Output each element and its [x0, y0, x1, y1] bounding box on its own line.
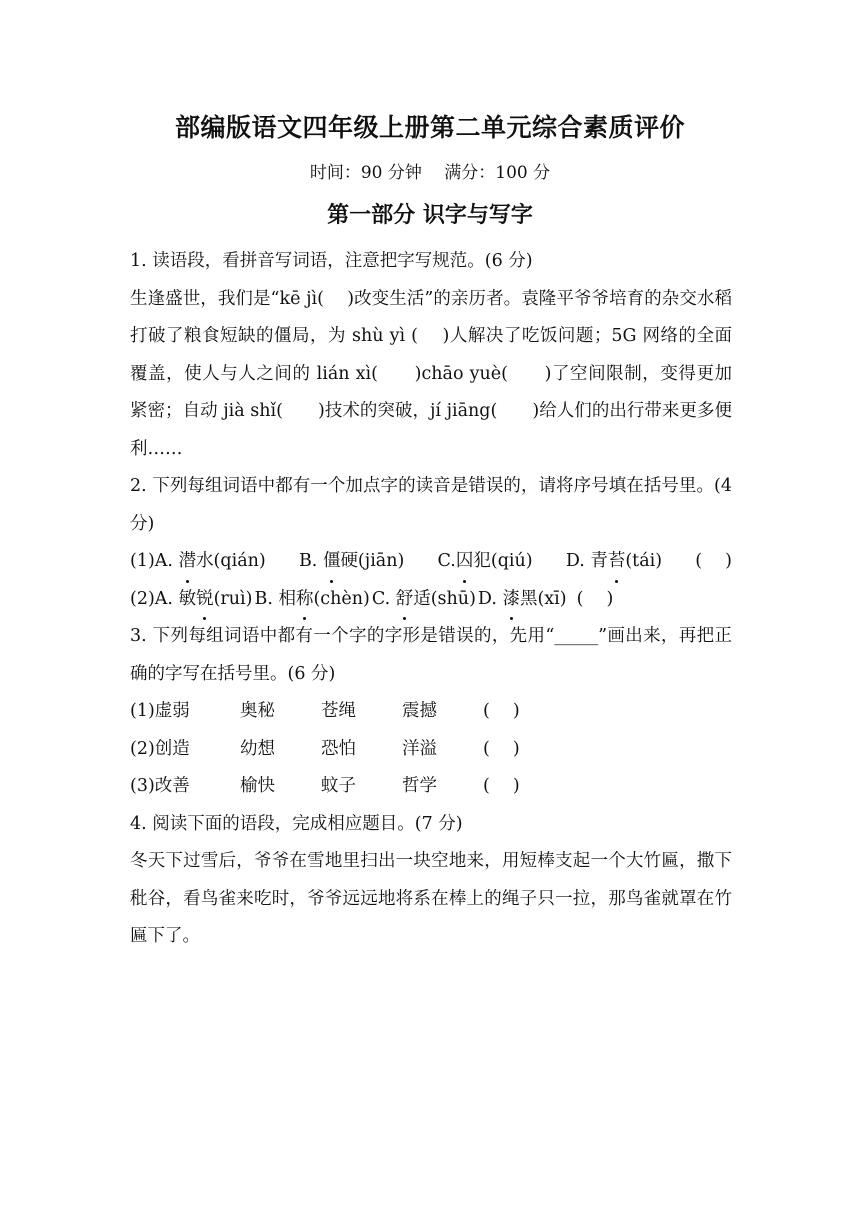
- option-c: C.囚犯(qiú): [438, 543, 533, 581]
- word-4: 哲学: [402, 776, 437, 796]
- dotted-char: 苔: [608, 543, 626, 581]
- word-4: 震撼: [402, 701, 437, 721]
- word-2: 奥秘: [240, 701, 275, 721]
- question-2-stem: 2. 下列每组词语中都有一个加点字的读音是错误的，请将序号填在括号里。(4 分): [130, 476, 732, 534]
- question-2-group-2: [130, 581, 732, 619]
- question-1-stem: 1. 读语段，看拼音写词语，注意把字写规范。(6 分): [130, 251, 533, 271]
- question-2-group-1: [130, 543, 732, 581]
- option-d: D. 青苔(tái): [566, 543, 662, 581]
- answer-blank: ( ): [483, 701, 520, 721]
- word-3: 恐怕: [321, 738, 356, 759]
- exam-time-score: 时间：90 分钟 满分：100 分: [309, 163, 551, 183]
- dotted-char: 舒: [396, 581, 414, 619]
- word-3: 蚊子: [321, 776, 356, 796]
- exam-title: 部编版语文四年级上册第二单元综合素质评价: [174, 113, 685, 142]
- dotted-char: 漆: [502, 581, 520, 619]
- dotted-char: 锐: [196, 581, 214, 619]
- question-3-group-1: [130, 693, 732, 731]
- word-1: (3)改善: [130, 776, 190, 796]
- word-2: 幼想: [240, 738, 275, 759]
- question-4-stem: 4. 阅读下面的语段，完成相应题目。(7 分): [130, 813, 463, 834]
- answer-blank: ( ): [695, 551, 732, 571]
- dotted-char: 潜: [179, 543, 197, 581]
- question-4-passage: 冬天下过雪后，爷爷在雪地里扫出一块空地来，用短棒支起一个大竹匾，撒下秕谷，看鸟雀来吃时，爷爷远远地将系在棒上的绳子只一拉，那鸟雀就罩在竹匾下了。: [130, 851, 732, 946]
- word-4: 洋溢: [402, 738, 437, 759]
- option-d: D. 漆黑(xī): [478, 581, 567, 619]
- word-1: (1)虚弱: [130, 701, 190, 721]
- option-b: B. 僵硬(jiān): [299, 543, 404, 581]
- word-2: 榆快: [240, 776, 275, 796]
- word-3: 苍绳: [321, 701, 356, 721]
- question-3-group-3: [130, 768, 732, 806]
- question-1-passage: 生逢盛世，我们是“kē jì( )改变生活”的亲历者。袁隆平爷爷培育的杂交水稻打破了粮食短缺的僵局，为 shù yì ( )人解决了吃饭问题；5G 网络的全面覆盖，使人与人之间的 lián xì( )chāo yuè( )了空间限制，变得更加紧密；自动 jià shǐ( )技术的突破，jí jiāng( )给人们的出行带来更多便利……: [130, 288, 732, 459]
- question-3-stem: 3. 下列每组词语中都有一个字的字形是错误的，先用“_____”画出来，再把正确的字写在括号里。(6 分): [130, 626, 732, 684]
- exam-content: [130, 243, 732, 956]
- section-heading: 第一部分 识字与写字: [327, 202, 533, 228]
- option-a: (1)A. 潜水(qián): [130, 543, 266, 581]
- dotted-char: 称: [296, 581, 314, 619]
- option-a: (2)A. 敏锐(ruì): [130, 581, 252, 619]
- answer-blank: ( ): [483, 738, 520, 759]
- dotted-char: 囚: [456, 543, 474, 581]
- word-1: (2)创造: [130, 738, 190, 759]
- answer-blank: ( ): [483, 776, 520, 796]
- option-c: C. 舒适(shū): [372, 581, 476, 619]
- option-b: B. 相称(chèn): [254, 581, 369, 619]
- dotted-char: 僵: [323, 543, 341, 581]
- answer-blank: ( ): [576, 588, 614, 609]
- question-3-group-2: [130, 731, 732, 769]
